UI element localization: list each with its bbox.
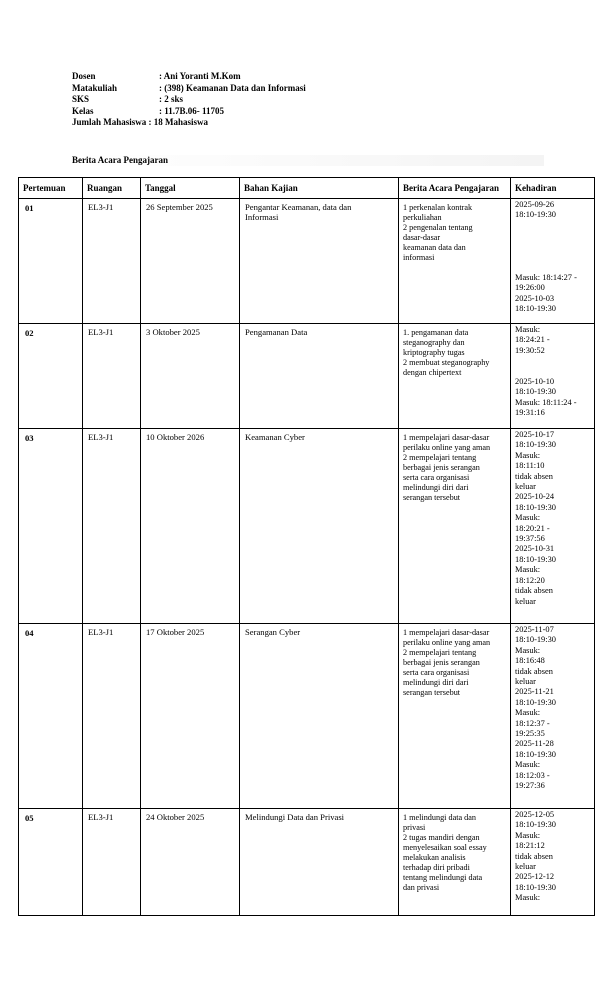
cell-berita-acara: 1 melindungi data dan privasi 2 tugas mandiri dengan menyelesaikan soal essay melakukan analisis terhadap diri pribadi tentang melindungi data dan privasi xyxy=(399,809,511,916)
table-row xyxy=(19,199,595,324)
sks-value: : 2 sks xyxy=(159,94,184,104)
info-matakuliah xyxy=(72,83,306,95)
table-row xyxy=(19,429,595,624)
kelas-value: : 11.7B.06- 11705 xyxy=(159,105,225,116)
info-sks xyxy=(72,94,306,106)
col-header-ruangan: Ruangan xyxy=(83,178,141,199)
cell-ruangan: EL3-J1 xyxy=(83,624,141,809)
cell-tanggal: 17 Oktober 2025 xyxy=(141,624,240,809)
cell-ruangan: EL3-J1 xyxy=(83,199,141,324)
cell-pertemuan: 04 xyxy=(19,624,83,809)
cell-kehadiran: 2025-10-17 18:10-19:30 Masuk: 18:11:10 tidak absen keluar 2025-10-24 18:10-19:30 Masuk: 18:20:21 - 19:37:56 2025-10-31 18:10-19:30 Masuk: 18:12:20 tidak absen keluar xyxy=(511,429,595,624)
info-kelas xyxy=(72,106,306,118)
cell-kehadiran: 2025-09-26 18:10-19:30 Masuk: 18:14:27 - 19:26:00 2025-10-03 18:10-19:30 xyxy=(511,199,595,324)
cell-berita-acara: 1 perkenalan kontrak perkuliahan 2 pengenalan tentang dasar-dasar keamanan data dan informasi xyxy=(399,199,511,324)
teaching-log-table xyxy=(18,177,595,916)
cell-bahan-kajian: Pengamanan Data xyxy=(240,324,399,429)
col-header-berita-acara: Berita Acara Pengajaran xyxy=(399,178,511,199)
cell-tanggal: 24 Oktober 2025 xyxy=(141,809,240,916)
table-row xyxy=(19,324,595,429)
cell-bahan-kajian: Keamanan Cyber xyxy=(240,429,399,624)
cell-kehadiran: Masuk: 18:24:21 - 19:30:52 2025-10-10 18:10-19:30 Masuk: 18:11:24 - 19:31:16 xyxy=(511,324,595,429)
cell-ruangan: EL3-J1 xyxy=(83,809,141,916)
col-header-pertemuan: Pertemuan xyxy=(19,178,83,199)
cell-tanggal: 10 Oktober 2026 xyxy=(141,429,240,624)
cell-bahan-kajian: Serangan Cyber xyxy=(240,624,399,809)
sks-label: SKS xyxy=(72,94,90,104)
cell-pertemuan: 01 xyxy=(19,199,83,324)
cell-bahan-kajian: Melindungi Data dan Privasi xyxy=(240,809,399,916)
matakuliah-value: : (398) Keamanan Data dan Informasi xyxy=(159,82,306,93)
cell-berita-acara: 1. pengamanan data steganography dan kriptography tugas 2 membuat steganography dengan chipertext xyxy=(399,324,511,429)
cell-berita-acara: 1 mempelajari dasar-dasar perilaku online yang aman 2 mempelajari tentang berbagai jenis serangan serta cara organisasi melindungi diri dari serangan tersebut xyxy=(399,624,511,809)
cell-berita-acara: 1 mempelajari dasar-dasar perilaku online yang aman 2 mempelajari tentang berbagai jenis serangan serta cara organisasi melindungi diri dari serangan tersebut xyxy=(399,429,511,624)
info-jumlah xyxy=(72,117,306,129)
cell-pertemuan: 03 xyxy=(19,429,83,624)
cell-pertemuan: 02 xyxy=(19,324,83,429)
dosen-value: : Ani Yoranti M.Kom xyxy=(159,71,241,81)
table-header-row xyxy=(19,178,595,199)
matakuliah-label: Matakuliah xyxy=(72,82,118,93)
cell-pertemuan: 05 xyxy=(19,809,83,916)
table-row xyxy=(19,624,595,809)
cell-ruangan: EL3-J1 xyxy=(83,324,141,429)
info-dosen xyxy=(72,71,306,83)
col-header-tanggal: Tanggal xyxy=(141,178,240,199)
course-info xyxy=(72,71,306,129)
section-title: Berita Acara Pengajaran xyxy=(72,155,544,166)
col-header-bahan-kajian: Bahan Kajian xyxy=(240,178,399,199)
col-header-kehadiran: Kehadiran xyxy=(511,178,595,199)
table-row xyxy=(19,809,595,916)
jumlah-mahasiswa: Jumlah Mahasiswa : 18 Mahasiswa xyxy=(72,117,209,127)
cell-tanggal: 26 September 2025 xyxy=(141,199,240,324)
cell-kehadiran: 2025-12-05 18:10-19:30 Masuk: 18:21:12 tidak absen keluar 2025-12-12 18:10-19:30 Masuk: xyxy=(511,809,595,916)
cell-bahan-kajian: Pengantar Keamanan, data dan Informasi xyxy=(240,199,399,324)
cell-ruangan: EL3-J1 xyxy=(83,429,141,624)
cell-kehadiran: 2025-11-07 18:10-19:30 Masuk: 18:16:48 tidak absen keluar 2025-11-21 18:10-19:30 Masuk: 18:12:37 - 19:25:35 2025-11-28 18:10-19:30 Masuk: 18:12:03 - 19:27:36 xyxy=(511,624,595,809)
dosen-label: Dosen xyxy=(72,71,96,81)
cell-tanggal: 3 Oktober 2025 xyxy=(141,324,240,429)
kelas-label: Kelas xyxy=(72,105,94,116)
